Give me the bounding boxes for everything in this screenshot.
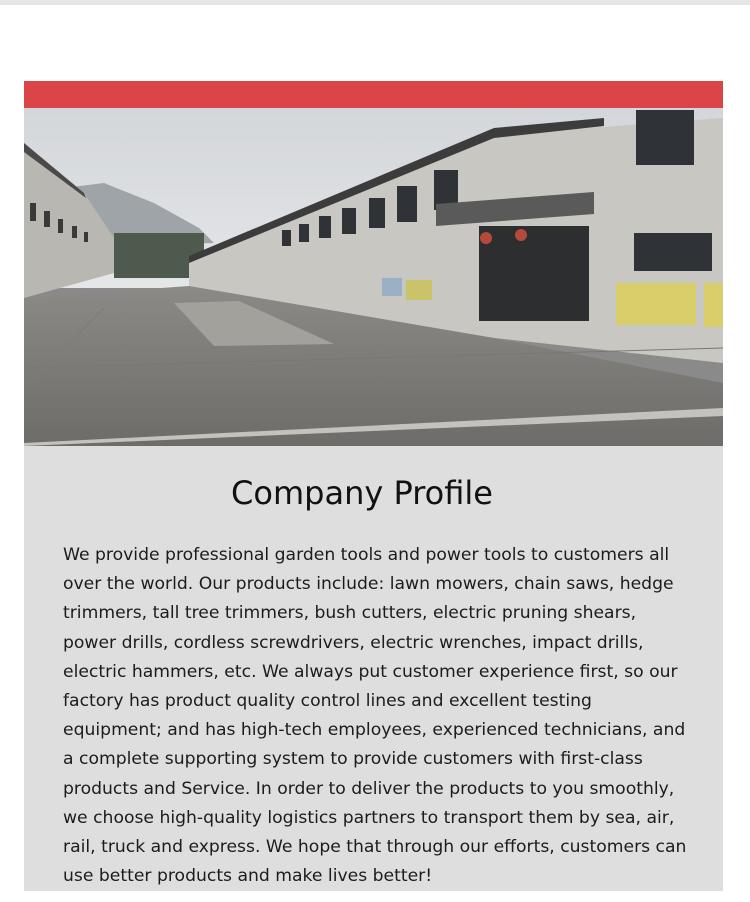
page-title: Company Profile: [231, 474, 493, 512]
factory-photo: [24, 108, 723, 446]
top-divider: [0, 0, 750, 5]
company-profile-card: [24, 81, 723, 891]
accent-bar: [24, 81, 723, 108]
profile-description: We provide professional garden tools and power tools to customers all over the world. Our products include: lawn mowers, chain saws, hedge trimmers, tall tree trimmers, bush cutters, electric pruning shears, power drills, cordless screwdrivers, electric wrenches, impact drills, electric hammers, etc. We always put customer experience first, so our factory has product quality control lines and excellent testing equipment; and has high-tech employees, experienced technicians, and a complete supporting system to provide customers with first-class products and Service. In order to deliver the products to you smoothly, we choose high-quality logistics partners to transport them by sea, air, rail, truck and express. We hope that through our efforts, customers can use better products and make lives better!: [63, 545, 687, 887]
